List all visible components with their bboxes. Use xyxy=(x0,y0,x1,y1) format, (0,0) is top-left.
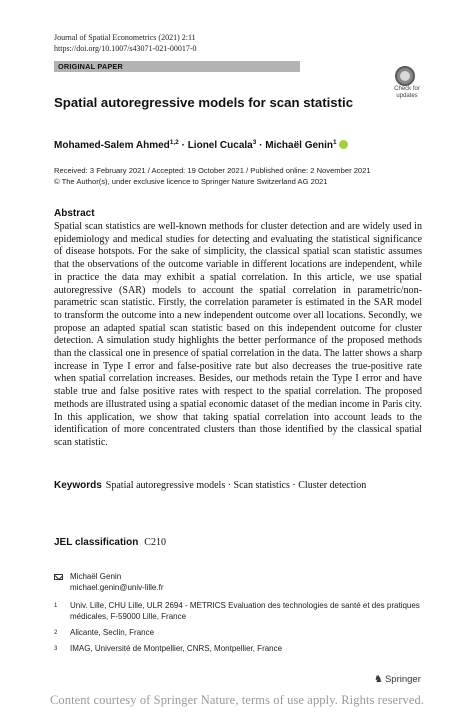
affiliation-number: 2 xyxy=(54,630,58,636)
publisher-name: Springer xyxy=(384,674,421,685)
affiliation-number: 1 xyxy=(54,603,58,609)
check-updates-label: Check for updates xyxy=(394,86,420,99)
affiliation-text: Univ. Lille, CHU Lille, ULR 2694 - METRICS Evaluation des technologies de santé et des pratiques médicales, F-59000 Lille, France xyxy=(70,601,420,621)
copyright-line: © The Author(s), under exclusive licence to Springer Nature Switzerland AG 2021 xyxy=(54,176,328,186)
jel-code: C210 xyxy=(144,537,166,548)
footer-notice: Content courtesy of Springer Nature, terms of use apply. Rights reserved. xyxy=(49,693,425,707)
corresponding-author xyxy=(54,572,354,594)
springer-horse-icon: ♞ xyxy=(374,674,383,685)
doi-link[interactable]: https://doi.org/10.1007/s43071-021-00017-0 xyxy=(54,44,197,53)
jel-classification xyxy=(54,537,166,548)
author-name[interactable]: Mohamed-Salem Ahmed xyxy=(54,140,170,151)
affiliation xyxy=(54,601,424,623)
abstract-heading: Abstract xyxy=(54,208,95,219)
affiliation xyxy=(54,628,424,639)
envelope-icon xyxy=(54,574,63,580)
author-affiliation-ref: 1,2 xyxy=(169,139,179,146)
author-affiliation-ref: 1 xyxy=(333,139,337,146)
keywords xyxy=(54,480,394,493)
abstract-body: Spatial scan statistics are well-known methods for cluster detection and are widely used in epidemiology and medical studies for detecting and evaluating the statistical significance of disease hotspots. For the sake of simplicity, the classical spatial scan statistic assumes that the observations of the outcome variable in different locations are independent, while in practice the data may exhibit a spatial correlation. In this article, we use spatial autoregressive (SAR) models to account the spatial correlation in parametric/non-parametric scan statistic. Firstly, the correlation parameter is estimated in the SAR model to transform the outcome into a new independent outcome over all locations. Secondly, we propose an adapted spatial scan statistic based on this independent outcome for cluster detection. A simulation study highlights the better performance of the proposed methods than the classical one in presence of spatial correlation in the data. The latter shows a sharp increase in Type I error and false-positive rate but also decreases the true-positive rate when spatial correlation increases. Besides, our methods retain the Type I error and have stable true and false positive rates with respect to the spatial correlation. The proposed methods are illustrated using a spatial economic dataset of the median income in Paris city. In this application, we show that taking spatial correlation into account leads to the identification of more concentrated clusters than those identified by the classical spatial scan statistic. xyxy=(54,221,422,448)
author-name[interactable]: Lionel Cucala xyxy=(187,140,253,151)
affiliation-text: IMAG, Université de Montpellier, CNRS, Montpellier, France xyxy=(70,644,283,653)
keywords-text: Spatial autoregressive models · Scan statistics · Cluster detection xyxy=(105,480,367,491)
paper-type-label: ORIGINAL PAPER xyxy=(58,62,123,71)
author-separator: · xyxy=(256,140,266,151)
contact-email[interactable]: michael.genin@univ-lille.fr xyxy=(70,582,164,592)
springer-logo xyxy=(374,674,421,685)
paper-title: Spatial autoregressive models for scan statistic xyxy=(54,95,354,110)
check-for-updates-button[interactable] xyxy=(389,66,425,100)
keywords-label: Keywords xyxy=(54,480,102,491)
author-name[interactable]: Michaël Genin xyxy=(265,140,334,151)
journal-citation xyxy=(54,32,197,54)
affiliation-text: Alicante, Seclin, France xyxy=(70,628,155,637)
affiliation-number: 3 xyxy=(54,646,58,652)
dates-line: Received: 3 February 2021 / Accepted: 19 October 2021 / Published online: 2 November 2021 xyxy=(54,166,371,175)
affiliation xyxy=(54,644,424,655)
orcid-icon[interactable] xyxy=(339,140,348,149)
jel-label: JEL classification xyxy=(54,537,139,548)
author-affiliation-ref: 3 xyxy=(252,139,257,146)
check-updates-icon xyxy=(395,66,415,86)
author-list xyxy=(54,136,348,152)
contact-name: Michaël Genin xyxy=(70,572,122,581)
publication-dates xyxy=(54,166,371,187)
journal-name-line: Journal of Spatial Econometrics (2021) 2:11 xyxy=(54,33,196,42)
author-separator: · xyxy=(178,140,188,151)
